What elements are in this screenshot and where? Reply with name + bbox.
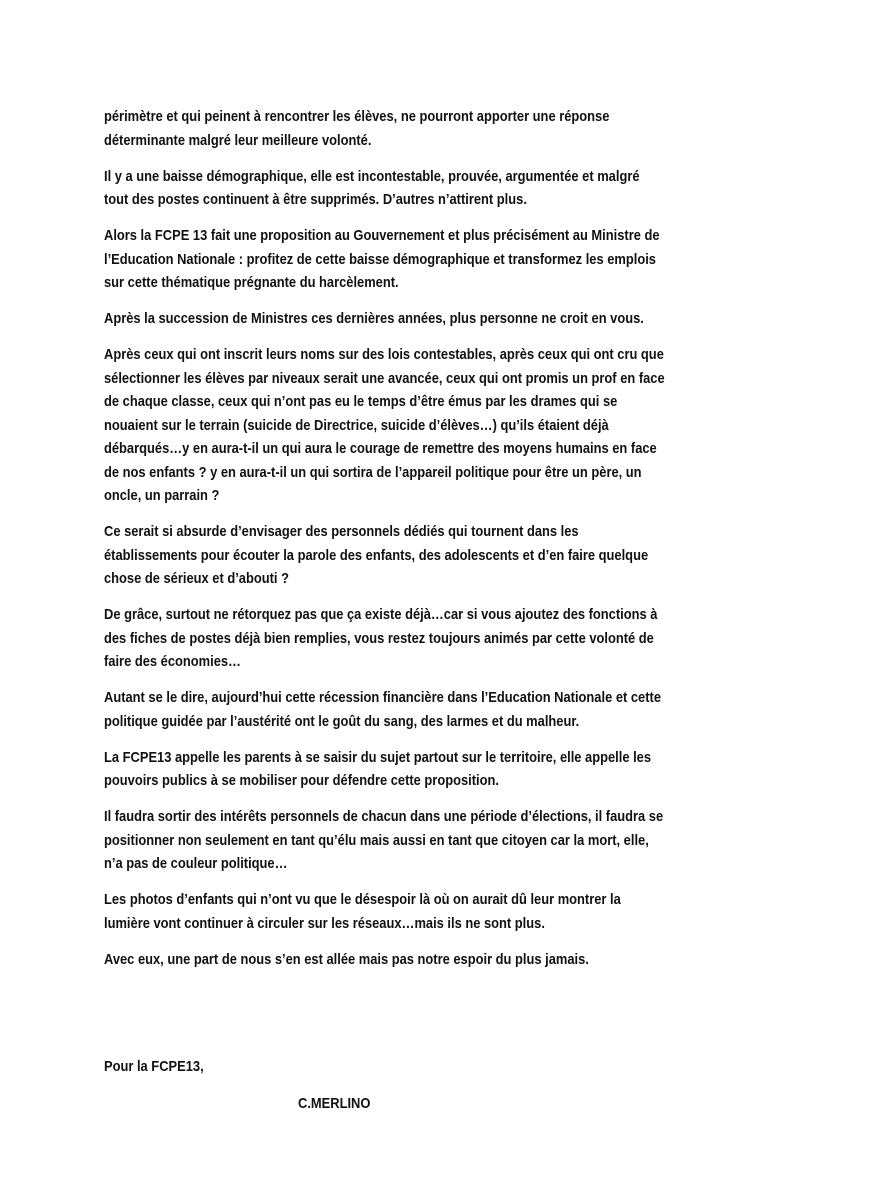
document-body [104,105,804,984]
text-line: Ce serait si absurde d’envisager des personnels dédiés qui tournent dans les [104,523,579,540]
paragraph [104,746,804,793]
text-line: lumière vont continuer à circuler sur les réseaux…mais ils ne sont plus. [104,914,545,932]
text-line: De grâce, surtout ne rétorquez pas que ça existe déjà…car si vous ajoutez des fonctions à [104,606,658,623]
text-line: Il y a une baisse démographique, elle est incontestable, prouvée, argumentée et malgré [104,167,640,185]
text-line: des fiches de postes déjà bien remplies, vous restez toujours animés par cette volonté de [104,629,654,647]
text-line: faire des économies… [104,653,241,670]
text-line: périmètre et qui peinent à rencontrer les élèves, ne pourront apporter une réponse [104,108,610,125]
text-line: l’Education Nationale : profitez de cette baisse démographique et transformez les emplois [104,250,656,268]
paragraph [104,805,804,876]
paragraph [104,686,804,733]
paragraph [104,224,804,295]
text-line: n’a pas de couleur politique… [104,855,288,872]
text-line: positionner non seulement en tant qu’élu mais aussi en tant que citoyen car la mort, elle, [104,831,649,849]
text-line: de chaque classe, ceux qui n’ont pas eu le temps d’être émus par les drames qui se [104,393,618,410]
paragraph [104,603,804,674]
paragraph [104,307,804,331]
text-line: Après ceux qui ont inscrit leurs noms sur des lois contestables, après ceux qui ont cru que [104,346,664,363]
text-line: débarqués…y en aura-t-il un qui aura le courage de remettre des moyens humains en face [104,440,657,457]
text-line: Autant se le dire, aujourd’hui cette récession financière dans l’Education Nationale et cette [104,689,661,706]
text-line: sélectionner les élèves par niveaux serait une avancée, ceux qui ont promis un prof en face [104,369,665,387]
signature-name: C.MERLINO [298,1095,371,1112]
text-line: de nos enfants ? y en aura-t-il un qui sortira de l’appareil politique pour être un père, un [104,463,642,481]
text-line: politique guidée par l’austérité ont le goût du sang, des larmes et du malheur. [104,712,580,730]
text-line: nouaient sur le terrain (suicide de Directrice, suicide d’élèves…) qu’ils étaient déjà [104,416,609,434]
text-line: déterminante malgré leur meilleure volonté. [104,131,372,149]
text-line: Avec eux, une part de nous s’en est allée mais pas notre espoir du plus jamais. [104,950,589,968]
text-line: oncle, un parrain ? [104,487,220,504]
paragraph [104,343,804,508]
text-line: Les photos d’enfants qui n’ont vu que le désespoir là où on aurait dû leur montrer la [104,891,621,908]
signature-line [298,1092,382,1116]
text-line: pouvoirs publics à se mobiliser pour défendre cette proposition. [104,772,499,789]
text-line: sur cette thématique prégnante du harcèlement. [104,274,399,291]
paragraph [104,105,804,152]
paragraph [104,520,804,591]
paragraph [104,165,804,212]
text-line: La FCPE13 appelle les parents à se saisir du sujet partout sur le territoire, elle appelle les [104,748,652,766]
closing-text: Pour la FCPE13, [104,1058,204,1075]
text-line: établissements pour écouter la parole des enfants, des adolescents et d’en faire quelque [104,546,649,564]
paragraph [104,948,804,972]
text-line: chose de sérieux et d’abouti ? [104,570,289,587]
text-line: Alors la FCPE 13 fait une proposition au Gouvernement et plus précisément au Ministre de [104,227,660,244]
text-line: Après la succession de Ministres ces dernières années, plus personne ne croit en vous. [104,310,644,327]
paragraph [104,888,804,935]
text-line: tout des postes continuent à être supprimés. D’autres n’attirent plus. [104,191,527,208]
closing-line [104,1055,220,1079]
text-line: Il faudra sortir des intérêts personnels de chacun dans une période d’élections, il faudra se [104,808,664,825]
